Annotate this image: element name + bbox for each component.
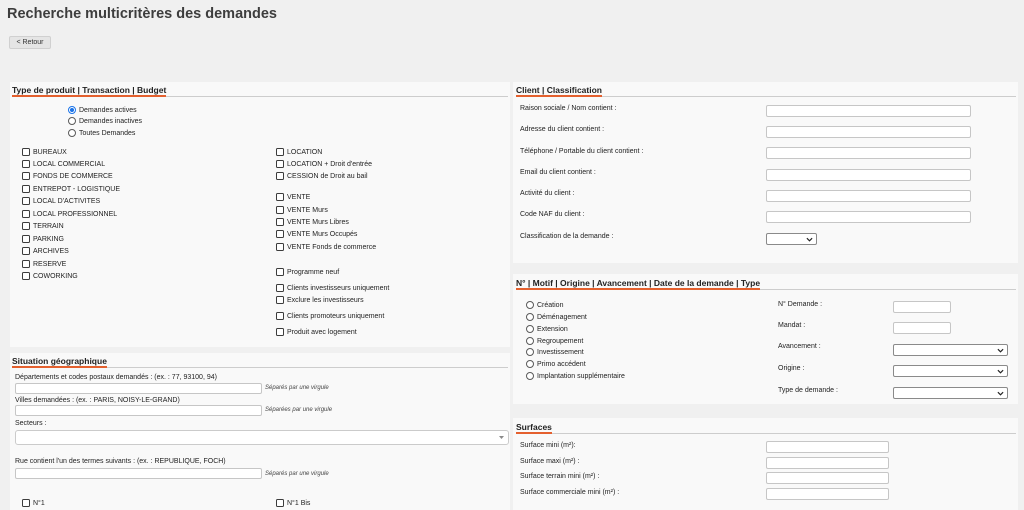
motif-radio[interactable] bbox=[526, 360, 534, 368]
motif-option[interactable] bbox=[526, 371, 625, 381]
section-title: Surfaces bbox=[516, 422, 552, 432]
villes-hint: Séparées par une virgule bbox=[265, 407, 333, 413]
classification-select[interactable] bbox=[766, 233, 817, 245]
type-section-header bbox=[12, 84, 508, 97]
product-type-label: FONDS DE COMMERCE bbox=[33, 172, 113, 180]
client-naf-label: Code NAF du client : bbox=[520, 211, 585, 218]
street-number-checkbox[interactable] bbox=[276, 499, 284, 507]
secteurs-select[interactable] bbox=[15, 430, 509, 445]
motif-label: Regroupement bbox=[537, 337, 584, 345]
product-type-checkbox[interactable] bbox=[22, 148, 30, 156]
section-title: Situation géographique bbox=[12, 356, 107, 366]
villes-label: Villes demandées : (ex. : PARIS, NOISY-LE-GRAND) bbox=[15, 397, 180, 404]
product-type-label: LOCAL D'ACTIVITES bbox=[33, 197, 101, 205]
avancement-select-control[interactable] bbox=[893, 344, 1008, 356]
transaction-option[interactable] bbox=[276, 242, 376, 252]
villes-input[interactable] bbox=[15, 405, 262, 416]
section-title: Client | Classification bbox=[516, 85, 602, 95]
status-radio[interactable] bbox=[68, 129, 76, 137]
motif-label: Création bbox=[537, 301, 564, 309]
product-type-checkbox[interactable] bbox=[22, 160, 30, 168]
criteria-checkbox[interactable] bbox=[276, 296, 284, 304]
criteria-label: Clients investisseurs uniquement bbox=[287, 284, 390, 292]
transaction-option[interactable] bbox=[276, 147, 322, 157]
motif-option[interactable] bbox=[526, 300, 563, 310]
motif-radio[interactable] bbox=[526, 301, 534, 309]
status-option-inactives[interactable] bbox=[68, 116, 142, 126]
product-type-label: ENTREPOT - LOGISTIQUE bbox=[33, 185, 120, 193]
origine-select-control[interactable] bbox=[893, 365, 1008, 377]
status-option-actives[interactable] bbox=[68, 105, 137, 115]
client-name-input[interactable] bbox=[766, 105, 971, 117]
street-number-option[interactable] bbox=[22, 498, 45, 508]
transaction-option[interactable] bbox=[276, 159, 372, 169]
section-title: N° | Motif | Origine | Avancement | Date de la demande | Type bbox=[516, 278, 761, 288]
status-option-toutes[interactable] bbox=[68, 128, 135, 138]
client-email-input[interactable] bbox=[766, 169, 971, 181]
product-type-option[interactable] bbox=[22, 259, 66, 269]
surface-terrain-label: Surface terrain mini (m²) : bbox=[520, 473, 600, 480]
motif-option[interactable] bbox=[526, 347, 584, 357]
criteria-option[interactable] bbox=[276, 327, 357, 337]
secteurs-select-control[interactable] bbox=[15, 430, 509, 445]
motif-radio[interactable] bbox=[526, 337, 534, 345]
criteria-label: Produit avec logement bbox=[287, 328, 357, 336]
motif-radio[interactable] bbox=[526, 372, 534, 380]
surface-min-input[interactable] bbox=[766, 441, 889, 453]
client-email-label: Email du client contient : bbox=[520, 169, 596, 176]
product-type-label: PARKING bbox=[33, 235, 64, 243]
page-title: Recherche multicritères des demandes bbox=[7, 6, 277, 22]
client-phone-input[interactable] bbox=[766, 147, 971, 159]
rue-label: Rue contient l'un des termes suivants : (ex. : REPUBLIQUE, FOCH) bbox=[15, 458, 226, 465]
type-demande-select-control[interactable] bbox=[893, 387, 1008, 399]
product-type-checkbox[interactable] bbox=[22, 210, 30, 218]
product-type-label: BUREAUX bbox=[33, 148, 67, 156]
client-section-header bbox=[516, 84, 1016, 97]
mandat-label: Mandat : bbox=[778, 322, 806, 329]
transaction-checkbox[interactable] bbox=[276, 230, 284, 238]
status-label: Toutes Demandes bbox=[79, 129, 136, 137]
secteurs-label: Secteurs : bbox=[15, 420, 47, 427]
street-number-checkbox[interactable] bbox=[22, 499, 30, 507]
rue-hint: Séparés par une virgule bbox=[265, 471, 329, 477]
numero-label: N° Demande : bbox=[778, 301, 823, 308]
avancement-select[interactable] bbox=[893, 344, 1008, 356]
transaction-option[interactable] bbox=[276, 205, 328, 215]
transaction-label: VENTE bbox=[287, 193, 311, 201]
type-demande-label: Type de demande : bbox=[778, 387, 838, 394]
motif-radio[interactable] bbox=[526, 313, 534, 321]
transaction-label: LOCATION bbox=[287, 148, 323, 156]
demande-panel bbox=[513, 274, 1018, 404]
client-address-label: Adresse du client contient : bbox=[520, 126, 605, 133]
classification-label: Classification de la demande : bbox=[520, 233, 614, 240]
client-phone-label: Téléphone / Portable du client contient : bbox=[520, 148, 644, 155]
origine-select[interactable] bbox=[893, 365, 1008, 377]
client-activity-label: Activité du client : bbox=[520, 190, 575, 197]
street-number-option[interactable] bbox=[276, 498, 310, 508]
rue-input[interactable] bbox=[15, 468, 262, 479]
product-type-checkbox[interactable] bbox=[22, 197, 30, 205]
surface-commerciale-input[interactable] bbox=[766, 488, 889, 500]
demande-section-header bbox=[516, 277, 1016, 290]
avancement-label: Avancement : bbox=[778, 343, 821, 350]
criteria-label: Clients promoteurs uniquement bbox=[287, 312, 385, 320]
transaction-checkbox[interactable] bbox=[276, 148, 284, 156]
origine-label: Origine : bbox=[778, 365, 805, 372]
surface-min-label: Surface mini (m²): bbox=[520, 442, 576, 449]
transaction-option[interactable] bbox=[276, 171, 368, 181]
transaction-label: CESSION de Droit au bail bbox=[287, 172, 368, 180]
criteria-label: Exclure les investisseurs bbox=[287, 296, 364, 304]
criteria-checkbox[interactable] bbox=[276, 312, 284, 320]
surfaces-section-header bbox=[516, 421, 1016, 434]
product-type-label: LOCAL PROFESSIONNEL bbox=[33, 210, 118, 218]
criteria-option[interactable] bbox=[276, 311, 384, 321]
product-type-option[interactable] bbox=[22, 159, 105, 169]
criteria-checkbox[interactable] bbox=[276, 268, 284, 276]
client-name-label: Raison sociale / Nom contient : bbox=[520, 105, 617, 112]
motif-label: Implantation supplémentaire bbox=[537, 372, 625, 380]
product-type-option[interactable] bbox=[22, 147, 67, 157]
departements-hint: Séparés par une virgule bbox=[265, 385, 329, 391]
departements-label: Départements et codes postaux demandés : (ex. : 77, 93100, 94) bbox=[15, 374, 217, 381]
product-type-checkbox[interactable] bbox=[22, 235, 30, 243]
mandat-input[interactable] bbox=[893, 322, 951, 334]
criteria-label: Programme neuf bbox=[287, 268, 340, 276]
motif-label: Déménagement bbox=[537, 313, 587, 321]
client-activity-input[interactable] bbox=[766, 190, 971, 202]
back-button[interactable]: < Retour bbox=[9, 36, 51, 49]
product-type-label: RESERVE bbox=[33, 260, 67, 268]
geo-section-header bbox=[12, 355, 508, 368]
motif-option[interactable] bbox=[526, 324, 568, 334]
transaction-checkbox[interactable] bbox=[276, 193, 284, 201]
transaction-label: VENTE Murs Libres bbox=[287, 218, 349, 226]
product-type-checkbox[interactable] bbox=[22, 172, 30, 180]
motif-option[interactable] bbox=[526, 312, 587, 322]
product-type-option[interactable] bbox=[22, 184, 120, 194]
product-type-label: LOCAL COMMERCIAL bbox=[33, 160, 106, 168]
product-type-option[interactable] bbox=[22, 196, 100, 206]
surface-terrain-input[interactable] bbox=[766, 472, 889, 484]
client-address-input[interactable] bbox=[766, 126, 971, 138]
motif-radio[interactable] bbox=[526, 348, 534, 356]
surface-commerciale-label: Surface commerciale mini (m²) : bbox=[520, 489, 620, 496]
criteria-option[interactable] bbox=[276, 295, 364, 305]
motif-option[interactable] bbox=[526, 359, 586, 369]
numero-input[interactable] bbox=[893, 301, 951, 313]
status-label: Demandes inactives bbox=[79, 117, 143, 125]
product-type-label: ARCHIVES bbox=[33, 247, 69, 255]
product-type-label: TERRAIN bbox=[33, 222, 64, 230]
criteria-checkbox[interactable] bbox=[276, 284, 284, 292]
surface-max-label: Surface maxi (m²) : bbox=[520, 458, 580, 465]
transaction-label: VENTE Fonds de commerce bbox=[287, 243, 377, 251]
type-demande-select[interactable] bbox=[893, 387, 1008, 399]
surface-max-input[interactable] bbox=[766, 457, 889, 469]
product-type-checkbox[interactable] bbox=[22, 247, 30, 255]
product-type-option[interactable] bbox=[22, 221, 64, 231]
product-type-option[interactable] bbox=[22, 171, 113, 181]
transaction-label: VENTE Murs bbox=[287, 206, 328, 214]
status-radio[interactable] bbox=[68, 117, 76, 125]
transaction-checkbox[interactable] bbox=[276, 172, 284, 180]
product-type-option[interactable] bbox=[22, 234, 64, 244]
transaction-option[interactable] bbox=[276, 217, 349, 227]
product-type-checkbox[interactable] bbox=[22, 272, 30, 280]
departements-input[interactable] bbox=[15, 383, 262, 394]
client-naf-input[interactable] bbox=[766, 211, 971, 223]
product-type-label: COWORKING bbox=[33, 272, 78, 280]
product-type-checkbox[interactable] bbox=[22, 222, 30, 230]
product-type-checkbox[interactable] bbox=[22, 185, 30, 193]
product-type-option[interactable] bbox=[22, 271, 78, 281]
transaction-label: VENTE Murs Occupés bbox=[287, 230, 358, 238]
transaction-checkbox[interactable] bbox=[276, 160, 284, 168]
section-title: Type de produit | Transaction | Budget bbox=[12, 85, 167, 95]
product-type-option[interactable] bbox=[22, 209, 117, 219]
status-radio[interactable] bbox=[68, 106, 76, 114]
transaction-checkbox[interactable] bbox=[276, 206, 284, 214]
criteria-option[interactable] bbox=[276, 267, 339, 277]
transaction-option[interactable] bbox=[276, 229, 357, 239]
criteria-option[interactable] bbox=[276, 283, 389, 293]
transaction-checkbox[interactable] bbox=[276, 243, 284, 251]
motif-label: Investissement bbox=[537, 348, 584, 356]
product-type-option[interactable] bbox=[22, 246, 69, 256]
transaction-option[interactable] bbox=[276, 192, 310, 202]
motif-label: Primo accédent bbox=[537, 360, 586, 368]
transaction-checkbox[interactable] bbox=[276, 218, 284, 226]
criteria-checkbox[interactable] bbox=[276, 328, 284, 336]
street-number-label: N°1 bbox=[33, 499, 45, 507]
motif-option[interactable] bbox=[526, 336, 583, 346]
classification-select-control[interactable] bbox=[766, 233, 817, 245]
street-number-label: N°1 Bis bbox=[287, 499, 311, 507]
product-type-checkbox[interactable] bbox=[22, 260, 30, 268]
motif-label: Extension bbox=[537, 325, 568, 333]
status-label: Demandes actives bbox=[79, 106, 137, 114]
transaction-label: LOCATION + Droit d'entrée bbox=[287, 160, 373, 168]
motif-radio[interactable] bbox=[526, 325, 534, 333]
